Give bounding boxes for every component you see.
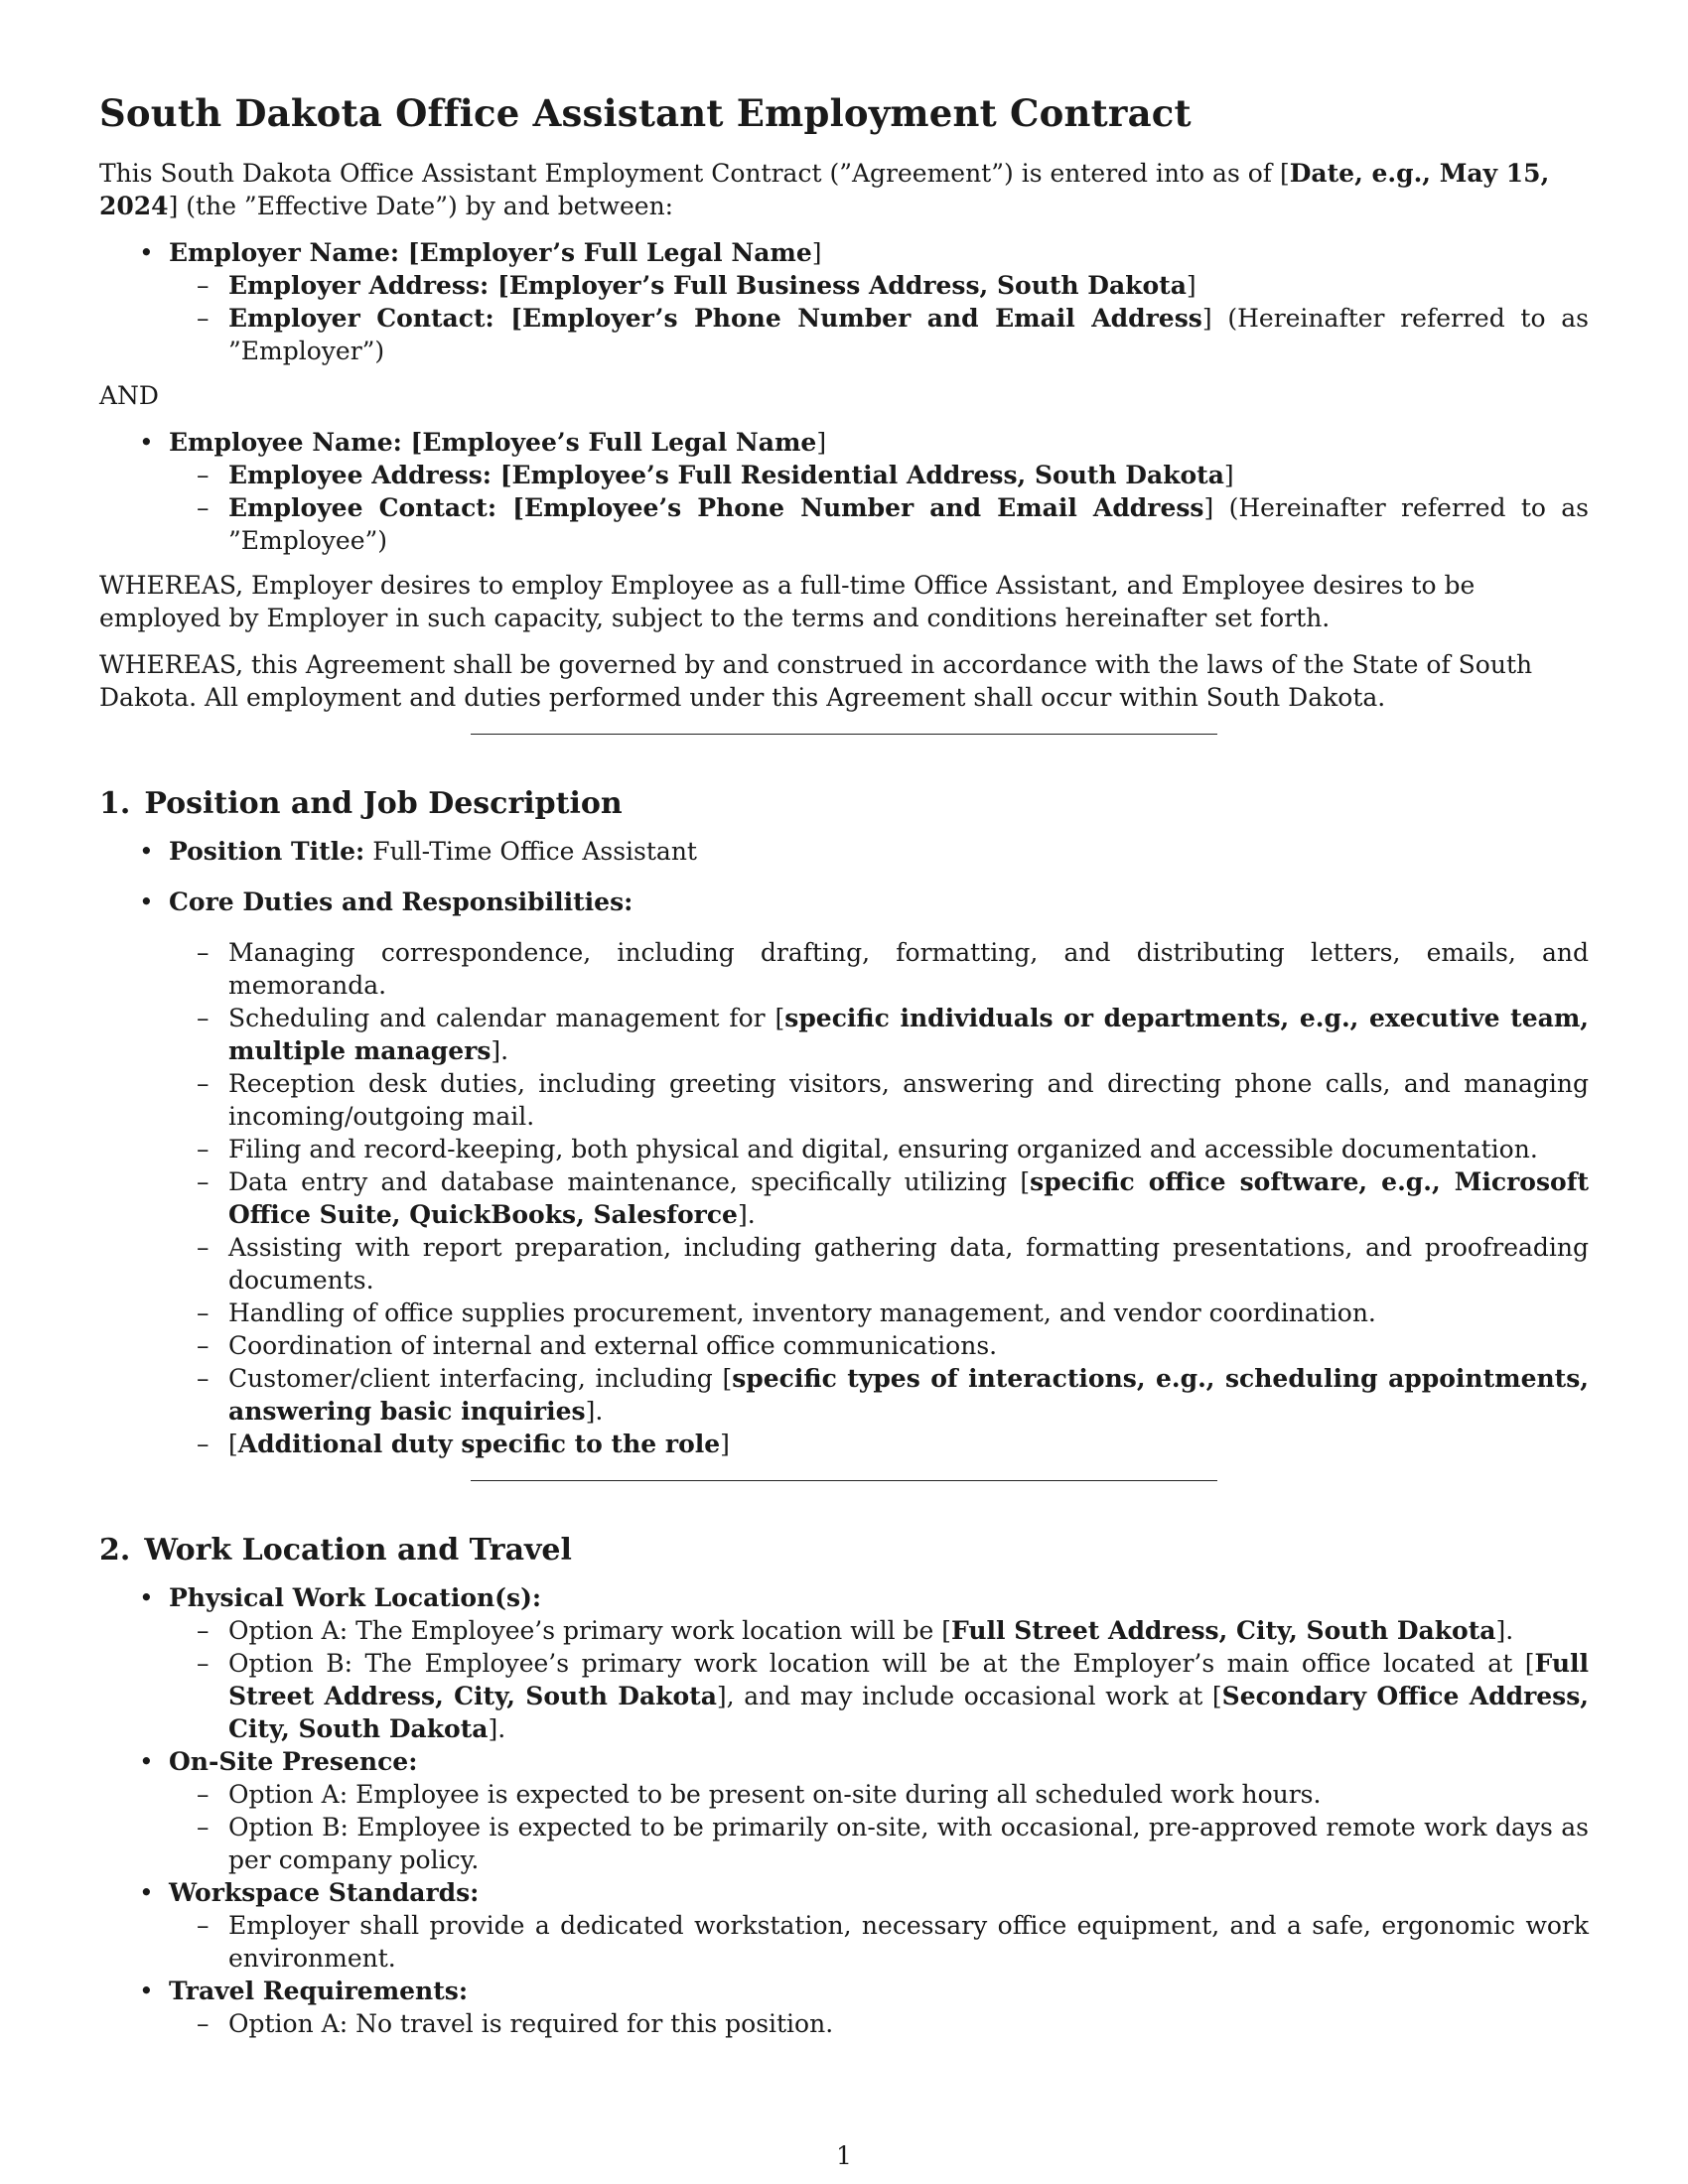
intro-paragraph: This South Dakota Office Assistant Employment Contract (”Agreement”) is entered into as of [Date, e.g., May 15, 2024] (the ”Effective Date”) by and between: [99,159,1550,220]
option-item: – Option A: No travel is required for this position. [228,2007,1589,2040]
core-duties-item: • Core Duties and Responsibilities: – Managing correspondence, including drafting, formatting, and distributing letters, emails, and memoranda. – Scheduling and calendar management for [specific individuals or departments, e.g., executive team, multiple managers]. – Reception desk duties, including greeting visitors, answering and directing phone calls, and managing incoming/outgoing mail. – Filing and record-keeping, both physical and digital, ensuring organized and accessible documentation. – Data entry and database maintenance, specifically utilizing [specific office software, e.g., Microsoft Office Suite, QuickBooks, Salesforce]. – Assisting with report preparation, including gathering data, formatting presentations, and proofreading documents. – Handling of office supplies procurement, inventory management, and vendor coordination. – Coordination of internal and external office communications. – Customer/client interfacing, including [specific types of interactions, e.g., scheduling appointments, answering basic inquiries]. – [Additional duty specific to the role] [169,886,1589,1460]
option-item: – Option A: The Employee’s primary work location will be [Full Street Address, City, South Dakota]. [228,1614,1589,1647]
employer-contact-item: – Employer Contact: [Employer’s Phone Number and Email Address] (Hereinafter referred to as ”Employer”) [228,302,1589,367]
option-item: – Option B: Employee is expected to be primarily on-site, with occasional, pre-approved remote work days as per company policy. [228,1811,1589,1876]
employee-address-item: – Employee Address: [Employee’s Full Residential Address, South Dakota] [228,459,1589,491]
duty-item: – Scheduling and calendar management for [specific individuals or departments, e.g., executive team, multiple managers]. [228,1002,1589,1067]
duty-item: – Handling of office supplies procurement, inventory management, and vendor coordination. [228,1297,1589,1329]
section-1-heading: 1. Position and Job Description [99,786,623,821]
employee-name-item: • Employee Name: [Employee’s Full Legal Name] – Employee Address: [Employee’s Full Residential Address, South Dakota] – Employee Contact: [Employee’s Phone Number and Email Address] (Hereinafter referred to as ”Employee”) [169,426,1589,557]
section-1-list [99,835,1589,1460]
section-divider [471,734,1217,735]
duty-item: – [Additional duty specific to the role] [228,1428,1589,1460]
section-divider [471,1480,1217,1481]
option-item: – Option A: Employee is expected to be present on-site during all scheduled work hours. [228,1778,1589,1811]
travel-options [169,2007,1589,2040]
duties-list [169,936,1589,1460]
duty-item: – Data entry and database maintenance, specifically utilizing [specific office software, e.g., Microsoft Office Suite, QuickBooks, Salesforce]. [228,1165,1589,1231]
duty-item: – Reception desk duties, including greeting visitors, answering and directing phone calls, and managing incoming/outgoing mail. [228,1067,1589,1133]
travel-requirements-item: • Travel Requirements: – Option A: No travel is required for this position. [169,1975,1589,2040]
and-separator: AND [99,381,159,410]
section-2-heading: 2. Work Location and Travel [99,1533,572,1568]
whereas-paragraph-2: WHEREAS, this Agreement shall be governed by and construed in accordance with the laws of the State of South Dakota. All employment and duties performed under this Agreement shall occur within South Dakota. [99,650,1533,712]
employee-contact-item: – Employee Contact: [Employee’s Phone Number and Email Address] (Hereinafter referred to as ”Employee”) [228,491,1589,557]
whereas-paragraph-1: WHEREAS, Employer desires to employ Employee as a full-time Office Assistant, and Employee desires to be employed by Employer in such capacity, subject to the terms and conditions hereinafter set forth. [99,571,1476,632]
option-item: – Option B: The Employee’s primary work location will be at the Employer’s main office located at [Full Street Address, City, South Dakota], and may include occasional work at [Secondary Office Address, City, South Dakota]. [228,1647,1589,1745]
workspace-standards-item: • Workspace Standards: – Employer shall provide a dedicated workstation, necessary office equipment, and a safe, ergonomic work environment. [169,1876,1589,1975]
employer-details [169,269,1589,367]
employer-address-item: – Employer Address: [Employer’s Full Business Address, South Dakota] [228,269,1589,302]
employer-list [99,236,1589,367]
workspace-options [169,1909,1589,1975]
duty-item: – Assisting with report preparation, including gathering data, formatting presentations, and proofreading documents. [228,1231,1589,1297]
duty-item: – Managing correspondence, including drafting, formatting, and distributing letters, emails, and memoranda. [228,936,1589,1002]
duty-item: – Coordination of internal and external office communications. [228,1329,1589,1362]
work-location-options [169,1614,1589,1745]
section-2-list [99,1581,1589,2040]
position-title-item: • Position Title: Full-Time Office Assistant [169,835,1589,868]
duty-item: – Filing and record-keeping, both physical and digital, ensuring organized and accessible documentation. [228,1133,1589,1165]
duty-item: – Customer/client interfacing, including [specific types of interactions, e.g., scheduling appointments, answering basic inquiries]. [228,1362,1589,1428]
on-site-options [169,1778,1589,1876]
effective-date-placeholder: Date, e.g., May 15, 2024 [99,159,1550,220]
employee-details [169,459,1589,557]
page-number: 1 [836,2141,852,2170]
work-location-item: • Physical Work Location(s): – Option A: The Employee’s primary work location will be [Full Street Address, City, South Dakota]. – Option B: The Employee’s primary work location will be at the Employer’s main office located at [Full Street Address, City, South Dakota], and may include occasional work at [Secondary Office Address, City, South Dakota]. [169,1581,1589,1745]
document-title: South Dakota Office Assistant Employment Contract [99,91,1192,135]
employer-name-item: • Employer Name: [Employer’s Full Legal Name] – Employer Address: [Employer’s Full Business Address, South Dakota] – Employer Contact: [Employer’s Phone Number and Email Address] (Hereinafter referred to as ”Employer”) [169,236,1589,367]
on-site-presence-item: • On-Site Presence: – Option A: Employee is expected to be present on-site during all scheduled work hours. – Option B: Employee is expected to be primarily on-site, with occasional, pre-approved remote work days as per company policy. [169,1745,1589,1876]
option-item: – Employer shall provide a dedicated workstation, necessary office equipment, and a safe, ergonomic work environment. [228,1909,1589,1975]
employee-list [99,426,1589,557]
